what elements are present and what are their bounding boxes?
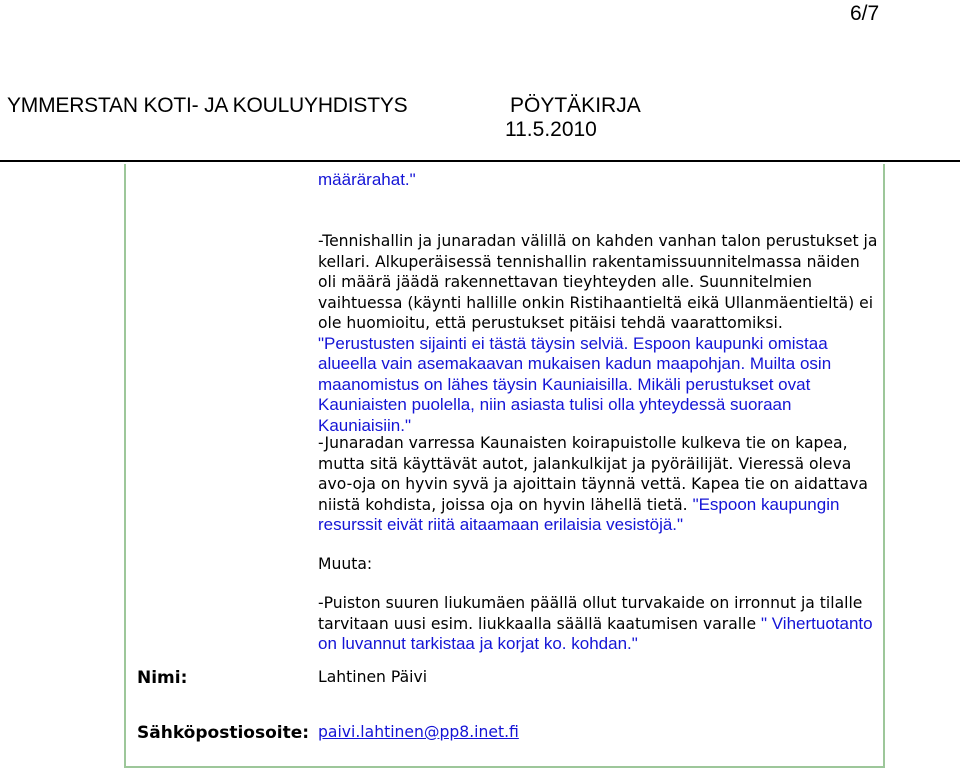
quote-continuation: määrärahat." xyxy=(318,170,416,189)
paragraph-slide-reply: " Vihertuotanto on luvannut tarkistaa ja korjat ko. kohdan." xyxy=(318,613,873,653)
section-label-muuta: Muuta: xyxy=(318,555,373,573)
name-label: Nimi: xyxy=(137,668,188,688)
name-value: Lahtinen Päivi xyxy=(318,668,428,686)
paragraph-road-reply: "Espoon kaupungin resurssit eivät riitä aitaamaan erilaisia vesistöjä." xyxy=(318,494,840,534)
document-type: PÖYTÄKIRJA xyxy=(510,94,641,117)
email-label: Sähköpostiosoite: xyxy=(137,723,310,743)
header-divider xyxy=(0,160,960,162)
page-number: 6/7 xyxy=(850,2,880,25)
paragraph-slide-text: -Puiston suuren liukumäen päällä ollut turvakaide on irronnut ja tilalle tarvitaan uusi esim. liukkaalla säällä kaatumisen varalle xyxy=(318,594,863,633)
paragraph-road xyxy=(318,433,878,536)
email-link[interactable]: paivi.lahtinen@pp8.inet.fi xyxy=(318,723,519,741)
paragraph-foundations-text: -Tennishallin ja junaradan välillä on kahden vanhan talon perustukset ja kellari. Alkuperäisessä tennishallin rakentamissuunnitelmassa näiden oli määrä jäädä rakennettavan tieyhteyden alle. Suunnitelmien vaihtuessa (käynti hallille onkin Ristihaantieltä eikä Ullanmäentieltä) ei ole huomioitu, että perustukset pitäisi tehdä vaarattomiksi. xyxy=(318,232,878,332)
paragraph-foundations-reply: "Perustusten sijainti ei tästä täysin selviä. Espoon kaupunki omistaa alueella vain asemakaavan mukaisen kadun maapohjan. Muilta osin maanomistus on lähes täysin Kauniaisilla. Mikäli perustukset ovat Kauniaisten puolella, niin asiasta tulisi olla yhteydessä suoraan Kauniaisiin." xyxy=(318,333,832,435)
paragraph-road-text: -Junaradan varressa Kaunaisten koirapuistolle kulkeva tie on kapea, mutta sitä käyttävät autot, jalankulkijat ja pyöräilijät. Vieressä oleva avo-oja on hyvin syvä ja ajoittain täynnä vettä. Kapea tie on aidattava niistä kohdista, joissa oja on hyvin lähellä tietä. xyxy=(318,434,868,514)
document-date: 11.5.2010 xyxy=(505,118,597,141)
organization-name: YMMERSTAN KOTI- JA KOULUYHDISTYS xyxy=(7,94,408,117)
paragraph-slide xyxy=(318,593,878,655)
paragraph-foundations xyxy=(318,231,878,436)
